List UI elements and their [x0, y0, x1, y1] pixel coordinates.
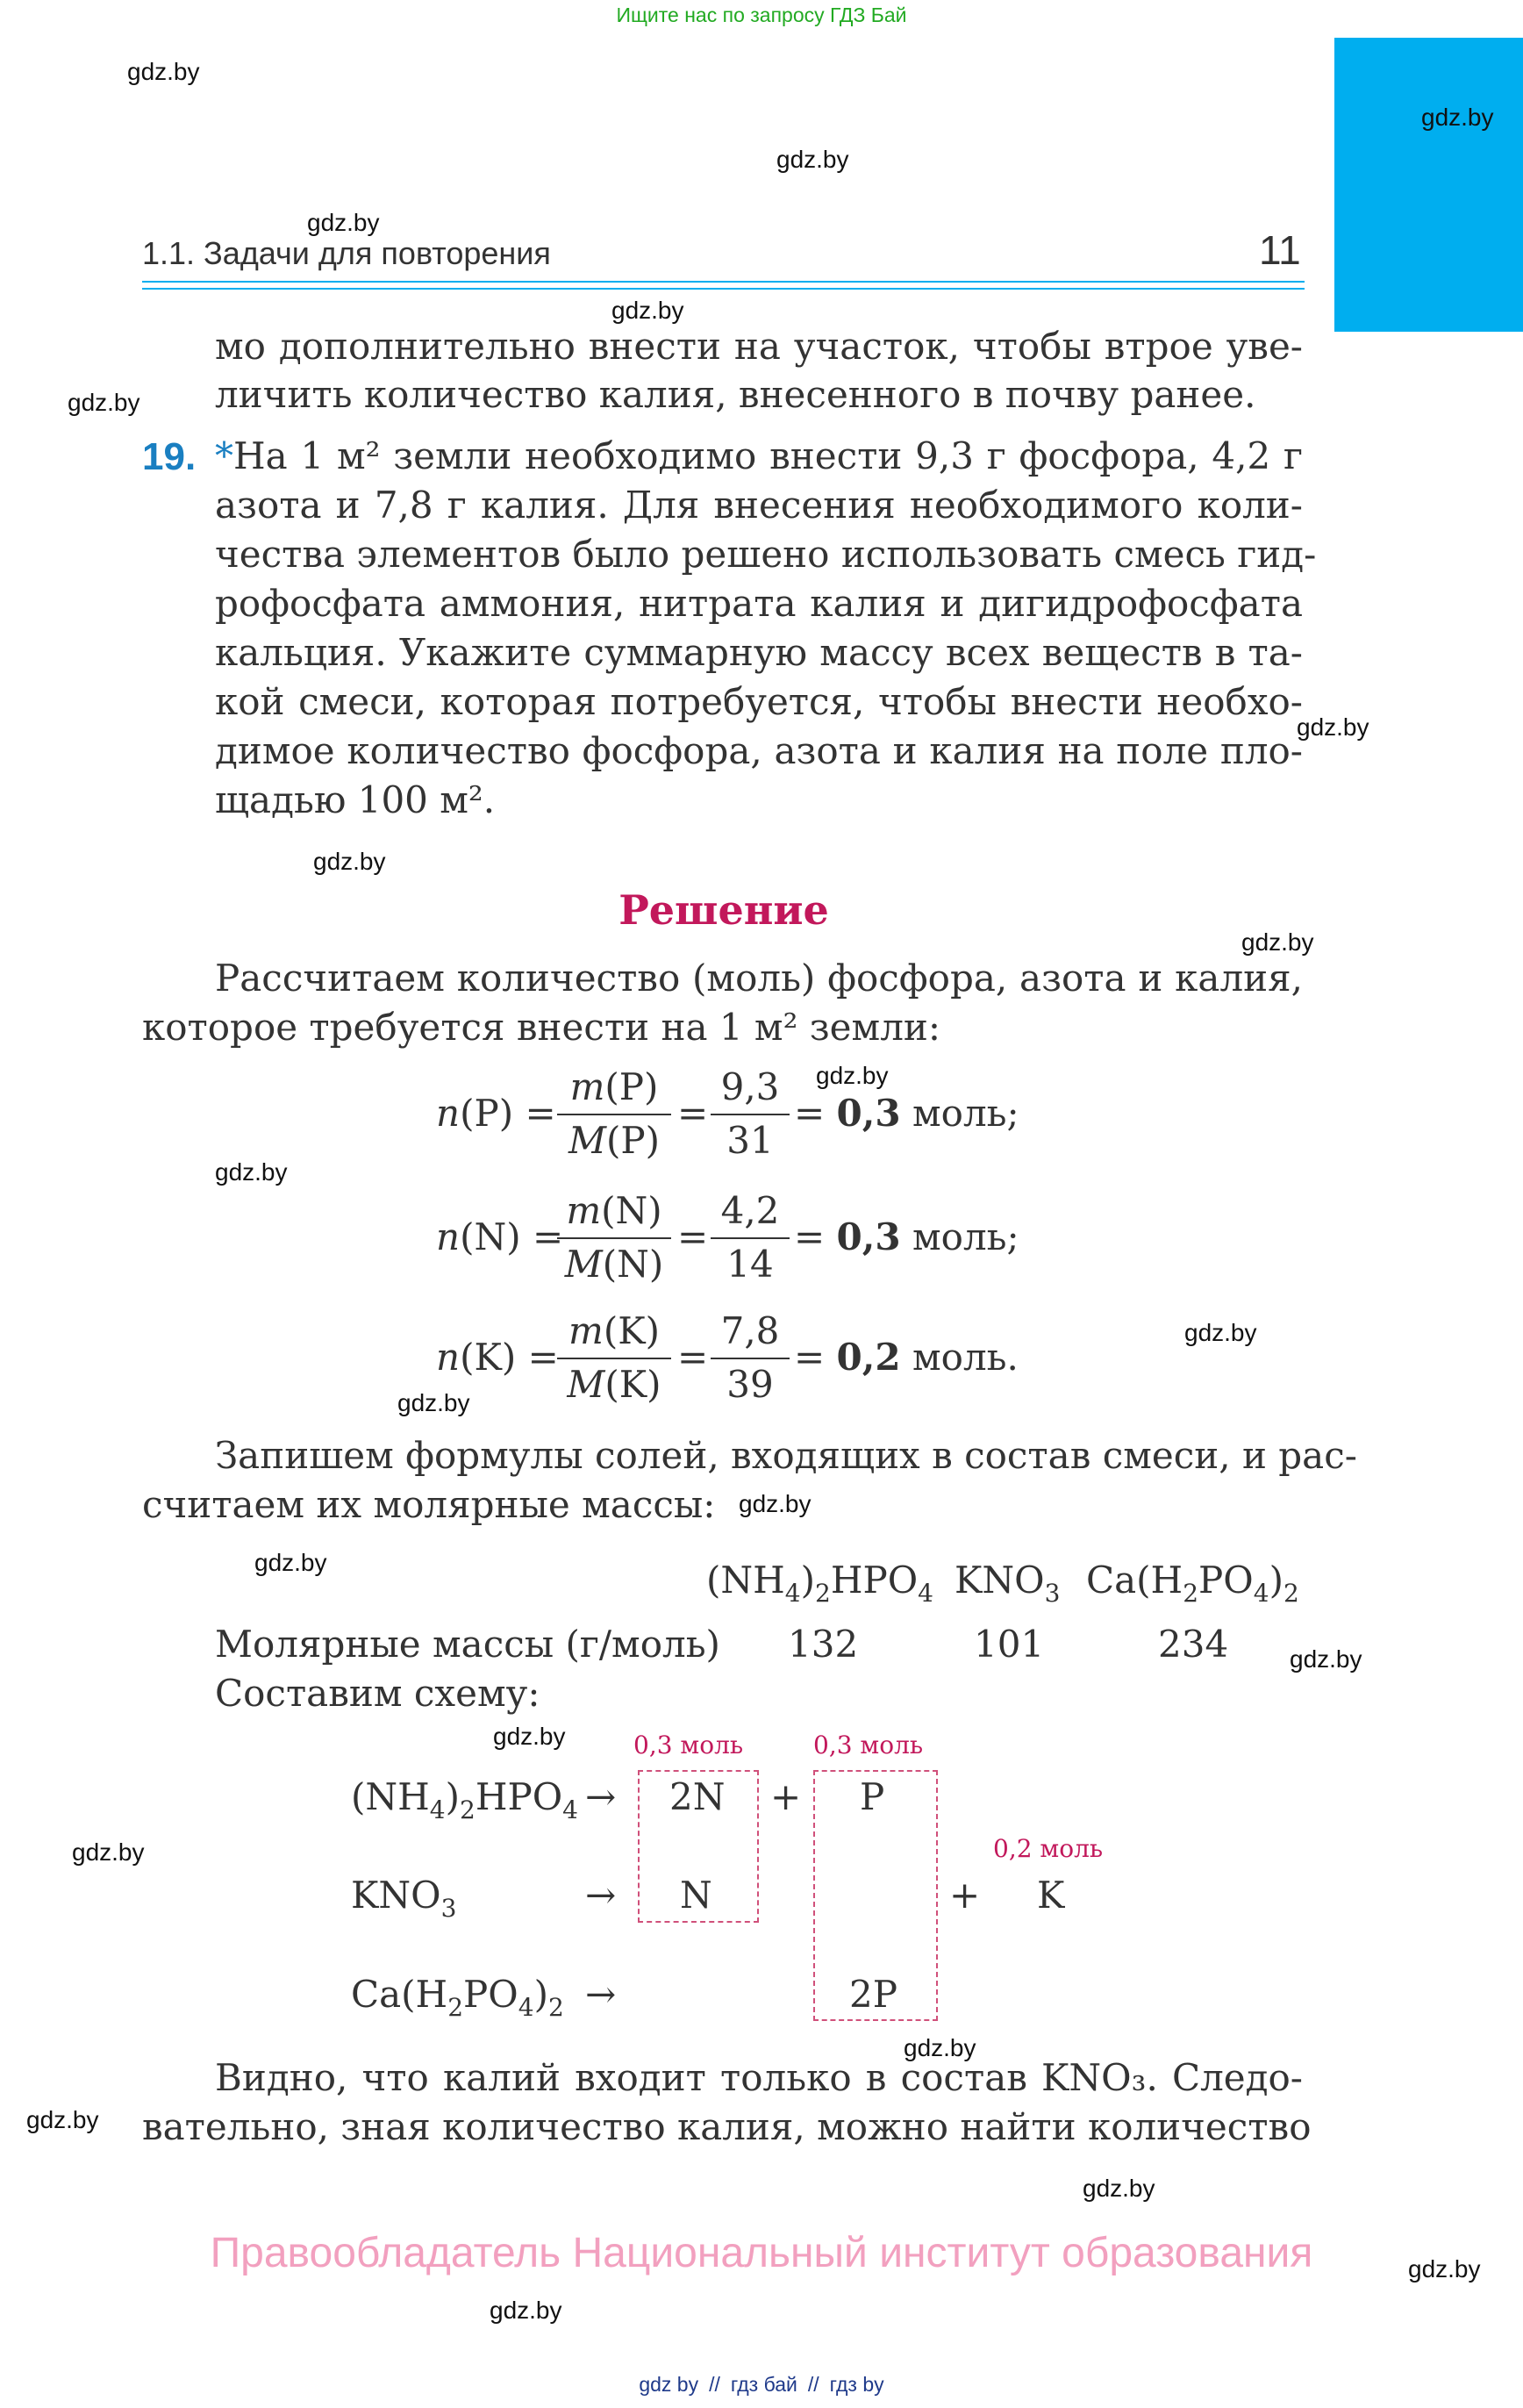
watermark: gdz.by	[493, 1723, 566, 1750]
equation-lhs: n(K) =	[436, 1336, 559, 1379]
top-search-hint[interactable]: Ищите нас по запросу ГДЗ Бай	[616, 4, 907, 26]
text-line: Видно, что калий входит только в состав KNO₃. Следо-	[215, 2056, 1303, 2099]
text-line: считаем их молярные массы:	[142, 1483, 716, 1526]
watermark: gdz.by	[816, 1062, 889, 1089]
equation-result: = 0,2 моль.	[794, 1336, 1019, 1379]
product-2n: 2N	[669, 1775, 726, 1818]
arrow-icon: →	[585, 1775, 617, 1818]
bottom-link[interactable]: гдз by	[829, 2373, 884, 2396]
separator: //	[709, 2373, 720, 2396]
watermark: gdz.by	[1083, 2175, 1155, 2202]
header-rule	[142, 281, 1305, 283]
watermark: gdz.by	[490, 2297, 562, 2324]
value-fraction: $\frac{7,8}{39}$	[711, 1309, 790, 1406]
text-line: мо дополнительно внести на участок, чтобы втрое уве-	[215, 325, 1303, 368]
product-p: P	[860, 1775, 885, 1818]
watermark: gdz.by	[904, 2034, 976, 2061]
problem-line: чества элементов было решено использовать смесь гид-	[215, 533, 1317, 576]
text-line: вательно, зная количество калия, можно найти количество	[142, 2105, 1312, 2148]
scheme-salt-1: $(NH_4)_2HPO_4$	[351, 1775, 578, 1824]
watermark: gdz.by	[1241, 928, 1314, 956]
problem-line: кальция. Укажите суммарную массу всех веществ в та-	[215, 631, 1303, 674]
text-line: Рассчитаем количество (моль) фосфора, азота и калия,	[215, 957, 1303, 1000]
molar-mass-label: Молярные массы (г/моль)	[215, 1623, 720, 1666]
mol-label-phosphorus: 0,3 моль	[813, 1731, 924, 1759]
section-title: 1.1. Задачи для повторения	[142, 235, 551, 271]
problem-line	[215, 434, 1303, 477]
product-2p: 2P	[849, 1973, 897, 2016]
scheme-salt-3: $Ca(H_2PO_4)_2$	[351, 1973, 564, 2022]
molar-mass-value: 132	[788, 1623, 859, 1666]
bottom-links	[0, 2373, 1523, 2397]
product-k: K	[1037, 1874, 1065, 1917]
watermark: gdz.by	[127, 58, 200, 85]
watermark: gdz.by	[26, 2106, 99, 2133]
arrow-icon: →	[585, 1973, 617, 2016]
solution-title: Решение	[618, 886, 829, 934]
text-line: Запишем формулы солей, входящих в состав смеси, и рас-	[215, 1434, 1357, 1477]
equals-sign: =	[677, 1215, 709, 1258]
product-n: N	[680, 1874, 712, 1917]
page-number: 11	[1259, 227, 1301, 273]
watermark: gdz.by	[1408, 2255, 1481, 2283]
equals-sign: =	[677, 1092, 709, 1135]
problem-line: азота и 7,8 г калия. Для внесения необходимого коли-	[215, 484, 1303, 527]
salt-potassium-nitrate: $KNO_3$	[955, 1559, 1061, 1608]
molar-mass-value: 234	[1158, 1623, 1229, 1666]
arrow-icon: →	[585, 1874, 617, 1917]
mass-fraction: $\frac{m(N)}{M(N)}$	[557, 1189, 671, 1286]
watermark: gdz.by	[1184, 1319, 1257, 1346]
watermark: gdz.by	[1297, 713, 1369, 741]
text-line: личить количество калия, внесенного в почву ранее.	[215, 373, 1256, 416]
problem-text: На 1 м² земли необходимо внести 9,3 г фосфора, 4,2 г	[233, 434, 1303, 477]
star-mark: *	[215, 434, 233, 477]
text-line: которое требуется внести на 1 м² земли:	[142, 1006, 941, 1049]
watermark: gdz.by	[739, 1490, 812, 1517]
bottom-link[interactable]: гдз бай	[730, 2373, 797, 2396]
value-fraction: $\frac{9,3}{31}$	[711, 1065, 790, 1162]
separator: //	[807, 2373, 819, 2396]
watermark: gdz.by	[72, 1838, 145, 1866]
copyright-note: Правообладатель Национальный институт образования	[210, 2230, 1313, 2276]
watermark: gdz.by	[397, 1389, 470, 1416]
watermark: gdz.by	[1290, 1645, 1362, 1673]
watermark: gdz.by	[215, 1158, 288, 1186]
equation-lhs: n(N) =	[436, 1215, 564, 1258]
plus-sign: +	[770, 1775, 802, 1818]
mol-label-potassium: 0,2 моль	[993, 1834, 1104, 1863]
problem-line: рофосфата аммония, нитрата калия и дигидрофосфата	[215, 582, 1303, 625]
mol-label-nitrogen: 0,3 моль	[633, 1731, 744, 1759]
salt-ammonium-hydrophosphate: $(NH_4)_2HPO_4$	[706, 1559, 933, 1608]
watermark: gdz.by	[1421, 104, 1494, 131]
molar-mass-value: 101	[974, 1623, 1045, 1666]
watermark: gdz.by	[68, 389, 140, 416]
problem-line: кой смеси, которая потребуется, чтобы внести необхо-	[215, 680, 1303, 723]
problem-number: 19.	[142, 435, 197, 478]
bottom-link[interactable]: gdz by	[639, 2373, 699, 2396]
watermark: gdz.by	[254, 1549, 327, 1576]
salt-calcium-dihydrophosphate: $Ca(H_2PO_4)_2$	[1086, 1559, 1299, 1608]
mass-fraction: $\frac{m(K)}{M(K)}$	[557, 1309, 671, 1406]
scheme-label: Составим схему:	[215, 1672, 540, 1715]
equals-sign: =	[677, 1336, 709, 1379]
watermark: gdz.by	[611, 297, 684, 324]
page-corner-tab	[1334, 38, 1523, 332]
scheme-salt-2: $KNO_3$	[351, 1874, 457, 1923]
value-fraction: $\frac{4,2}{14}$	[711, 1189, 790, 1286]
watermark: gdz.by	[776, 146, 849, 173]
watermark: gdz.by	[307, 209, 380, 236]
equation-result: = 0,3 моль;	[794, 1215, 1019, 1258]
plus-sign: +	[949, 1874, 981, 1917]
mass-fraction: $\frac{m(P)}{M(P)}$	[557, 1065, 671, 1162]
problem-line: димое количество фосфора, азота и калия на поле пло-	[215, 729, 1303, 772]
equation-result: = 0,3 моль;	[794, 1092, 1019, 1135]
header-rule	[142, 288, 1305, 290]
watermark: gdz.by	[313, 848, 386, 875]
problem-line: щадью 100 м².	[215, 778, 496, 821]
equation-lhs: n(P) =	[436, 1092, 556, 1135]
